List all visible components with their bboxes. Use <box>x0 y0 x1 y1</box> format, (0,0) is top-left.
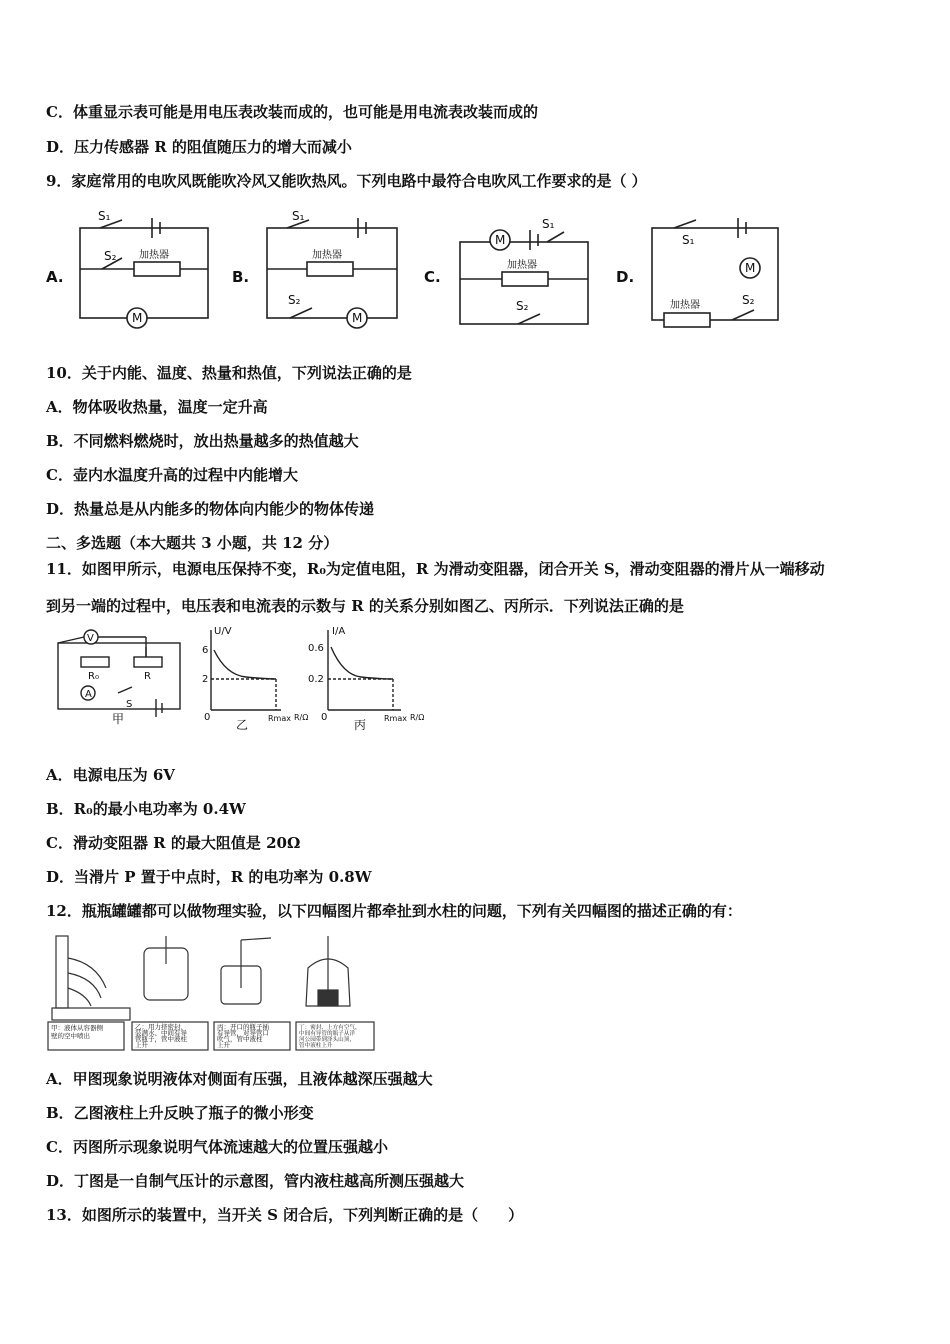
q10-option-d: D．热量总是从内能多的物体向内能少的物体传递 <box>46 500 375 518</box>
q11-yi-ylabel: U/V <box>214 626 232 637</box>
q9-choice-c: C. <box>424 268 441 286</box>
circuit-b-s1-label: S₁ <box>292 209 305 223</box>
q11-ammeter-icon: A <box>85 689 92 700</box>
q10-option-c: C．壶内水温度升高的过程中内能增大 <box>46 466 298 484</box>
circuit-a-s2-label: S₂ <box>104 249 117 263</box>
circuit-c-motor-icon: M <box>495 233 506 247</box>
q11-figure-svg <box>46 625 446 735</box>
q11-stem-line2: 到另一端的过程中，电压表和电流表的示数与 R 的关系分别如图乙、丙所示．下列说法正确的是 <box>46 597 684 615</box>
q11-voltmeter-icon: V <box>87 633 94 644</box>
circuit-b-motor-icon: M <box>352 311 363 325</box>
circuit-a-s1-label: S₁ <box>98 209 111 223</box>
q12-caption-jia-2: 壁的空中喷出 <box>51 1032 90 1040</box>
q8-option-d: D．压力传感器 R 的阻值随压力的增大而减小 <box>46 138 352 156</box>
q9-choice-b: B. <box>232 268 250 286</box>
circuit-a-heater-label: 加热器 <box>139 250 169 261</box>
circuit-c-s1-label: S₁ <box>542 217 555 231</box>
circuit-b-s2-label: S₂ <box>288 293 301 307</box>
q11-bing-ylabel: I/A <box>332 626 346 637</box>
circuit-d-s1-label: S₁ <box>682 233 695 247</box>
q11-option-d: D．当滑片 P 置于中点时，R 的电功率为 0.8W <box>46 868 372 886</box>
q12-caption-ding-2: 中间有导管的瓶子从洋 <box>299 1031 355 1037</box>
section-title: 二、多选题（本大题共 3 小题，共 12 分） <box>46 534 339 552</box>
q9-circuit-figures <box>42 200 912 340</box>
q12-figure <box>46 928 376 1052</box>
q11-yi-origin: 0 <box>204 712 211 723</box>
circuit-c-s2-label: S₂ <box>516 299 529 313</box>
q11-bing-tick-02: 0.2 <box>308 674 324 685</box>
q12-option-c: C．丙图所示现象说明气体流速越大的位置压强越小 <box>46 1138 388 1156</box>
q8-option-c: C．体重显示表可能是用电压表改装而成的，也可能是用电流表改装而成的 <box>46 103 538 121</box>
q12-stem: 12．瓶瓶罐罐都可以做物理实验，以下四幅图片都牵扯到水柱的问题，下列有关四幅图的描述正确的有： <box>46 902 742 920</box>
q12-caption-bing-3: 吹气，管中液柱 <box>217 1035 263 1043</box>
circuit-c-heater-label: 加热器 <box>507 260 537 271</box>
q9-choice-a: A. <box>46 268 64 286</box>
q12-caption-bing-4: 上升 <box>217 1041 230 1049</box>
q11-label-jia: 甲 <box>112 712 125 726</box>
q12-option-b: B．乙图液柱上升反映了瓶子的微小形变 <box>46 1104 314 1122</box>
q11-r-label: R <box>144 671 151 682</box>
q12-figure-svg <box>46 928 376 1052</box>
q11-option-c: C．滑动变阻器 R 的最大阻值是 20Ω <box>46 834 301 852</box>
q11-r0-label: R₀ <box>88 671 99 682</box>
q12-caption-bing-2: 有导管，对导管口 <box>217 1029 269 1037</box>
q12-caption-yi-3: 管瓶子，管中液柱 <box>135 1035 187 1043</box>
q11-stem-line1: 11．如图甲所示，电源电压保持不变，R₀为定值电阻，R 为滑动变阻器，闭合开关 S，滑动变阻器的滑片从一端移动 <box>46 560 825 578</box>
q11-bing-origin: 0 <box>321 712 328 723</box>
q11-yi-tick-6: 6 <box>202 645 209 656</box>
q11-bing-tick-06: 0.6 <box>308 643 324 654</box>
q9-stem: 9．家庭常用的电吹风既能吹冷风又能吹热风。下列电路中最符合电吹风工作要求的是（ ） <box>46 172 647 190</box>
q11-label-bing: 丙 <box>354 718 367 732</box>
q12-caption-bing-1: 丙：开口的瓶子插 <box>217 1023 269 1031</box>
q12-caption-jia-1: 甲：液体从容器侧 <box>51 1024 103 1032</box>
q10-option-a: A．物体吸收热量，温度一定升高 <box>46 398 268 416</box>
q12-caption-yi-1: 乙：用力挤密封、 <box>135 1023 187 1031</box>
q12-caption-yi-4: 上升 <box>135 1041 148 1049</box>
q11-switch-label: S <box>126 699 133 710</box>
q12-option-d: D．丁图是一自制气压计的示意图，管内液柱越高所测压强越大 <box>46 1172 465 1190</box>
q12-option-a: A．甲图现象说明液体对侧面有压强，且液体越深压强越大 <box>46 1070 433 1088</box>
q10-option-b: B．不同燃料燃烧时，放出热量越多的热值越大 <box>46 432 359 450</box>
circuit-d-heater-label: 加热器 <box>670 300 700 311</box>
q11-option-a: A．电源电压为 6V <box>46 766 175 784</box>
q9-circuits-svg <box>42 200 912 340</box>
q11-yi-tick-2: 2 <box>202 674 209 685</box>
q11-option-b: B．R₀的最小电功率为 0.4W <box>46 800 246 818</box>
q9-choice-d: D. <box>616 268 635 286</box>
circuit-d-motor-icon: M <box>745 261 756 275</box>
q11-figure <box>46 625 446 735</box>
q12-caption-ding-4: 管中液柱上升 <box>299 1043 333 1049</box>
q11-bing-rmax: Rmax <box>384 714 407 723</box>
q11-yi-xlabel: R/Ω <box>294 713 309 722</box>
q11-bing-xlabel: R/Ω <box>410 713 425 722</box>
circuit-b-heater-label: 加热器 <box>312 250 342 261</box>
q12-caption-ding-3: 河公园带到泽头山顶， <box>299 1037 355 1043</box>
q11-yi-rmax: Rmax <box>268 714 291 723</box>
q10-stem: 10．关于内能、温度、热量和热值，下列说法正确的是 <box>46 364 412 382</box>
circuit-d-s2-label: S₂ <box>742 293 755 307</box>
q12-jia-vessel <box>56 936 68 1008</box>
circuit-a-motor-icon: M <box>132 311 143 325</box>
q11-label-yi: 乙 <box>236 718 249 732</box>
q12-caption-yi-2: 装满水、中间有导 <box>135 1029 187 1037</box>
q12-caption-ding-1: 丁：密封、上方有空气， <box>299 1025 361 1031</box>
q11-circuit-frame <box>58 643 180 709</box>
q13-stem: 13．如图所示的装置中，当开关 S 闭合后，下列判断正确的是（ ） <box>46 1206 524 1224</box>
